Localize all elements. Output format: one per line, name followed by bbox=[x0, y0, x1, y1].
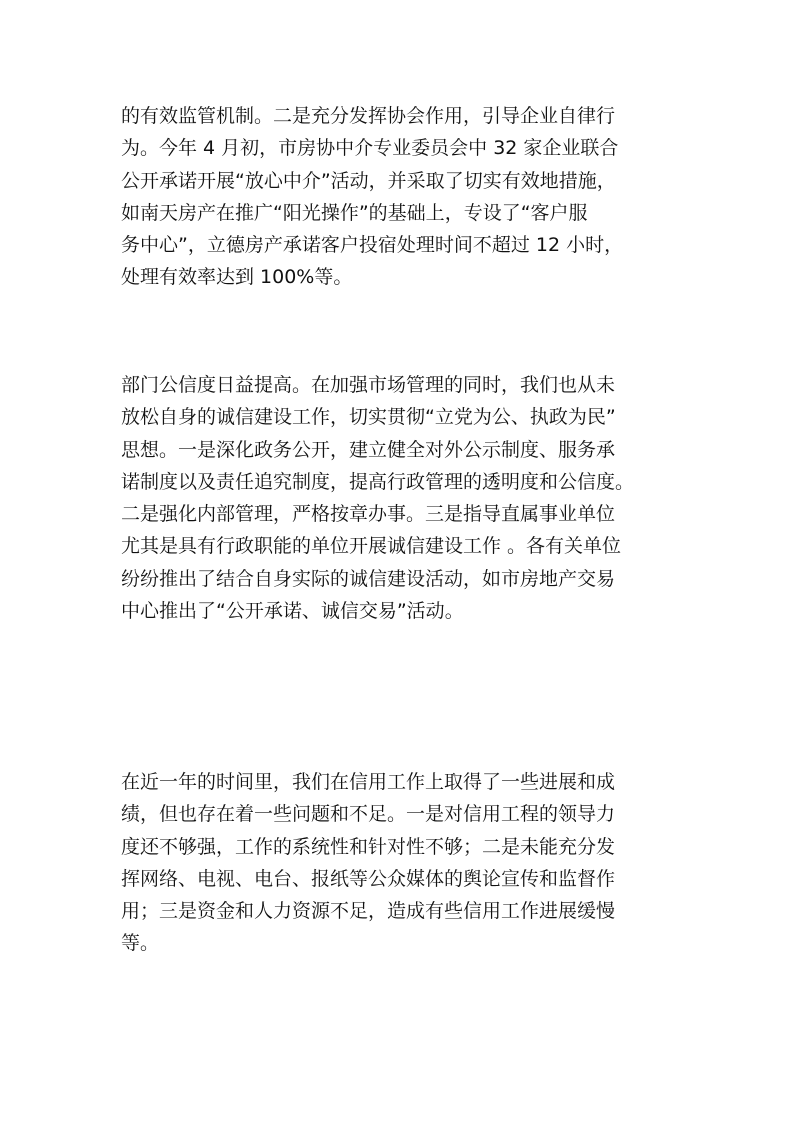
text-line: 的有效监管机制。二是充分发挥协会作用，引导企业自律行 bbox=[121, 105, 616, 127]
text-line: 绩，但也存在着一些问题和不足。一是对信用工程的领导力 bbox=[121, 803, 616, 826]
text-line: 纷纷推出了结合自身实际的诚信建设活动，如市房地产交易 bbox=[121, 567, 616, 590]
paragraph-regulation bbox=[121, 100, 701, 294]
text-line: 在近一年的时间里，我们在信用工作上取得了一些进展和成 bbox=[121, 771, 616, 793]
text-line: 用；三是资金和人力资源不足，造成有些信用工作进展缓慢 bbox=[121, 900, 616, 923]
text-line: 如南天房产在推广“阳光操作”的基础上，专设了“客户服 bbox=[121, 201, 588, 224]
text-line: 思想。一是深化政务公开，建立健全对外公示制度、服务承 bbox=[121, 438, 616, 461]
text-line: 二是强化内部管理，严格按章办事。三是指导直属事业单位 bbox=[121, 503, 616, 526]
text-line: 等。 bbox=[121, 932, 160, 955]
paragraph-problems bbox=[121, 766, 701, 960]
text-line: 放松自身的诚信建设工作，切实贯彻“立党为公、执政为民” bbox=[121, 406, 616, 429]
text-line: 为。今年 4 月初，市房协中介专业委员会中 32 家企业联合 bbox=[121, 137, 619, 160]
text-line: 公开承诺开展“放心中介”活动，并采取了切实有效地措施， bbox=[121, 169, 616, 192]
text-line: 度还不够强，工作的系统性和针对性不够；二是未能充分发 bbox=[121, 835, 616, 858]
text-line: 部门公信度日益提高。在加强市场管理的同时，我们也从未 bbox=[121, 374, 616, 396]
text-line: 尤其是具有行政职能的单位开展诚信建设工作 。各有关单位 bbox=[121, 535, 622, 558]
paragraph-public-credibility bbox=[121, 369, 701, 627]
text-line: 务中心”，立德房产承诺客户投宿处理时间不超过 12 小时， bbox=[121, 234, 624, 257]
text-line: 挥网络、电视、电台、报纸等公众媒体的舆论宣传和监督作 bbox=[121, 867, 616, 890]
text-line: 中心推出了“公开承诺、诚信交易”活动。 bbox=[121, 600, 464, 623]
text-line: 诺制度以及责任追究制度，提高行政管理的透明度和公信度。 bbox=[121, 470, 635, 493]
text-line: 处理有效率达到 100%等。 bbox=[121, 266, 353, 289]
